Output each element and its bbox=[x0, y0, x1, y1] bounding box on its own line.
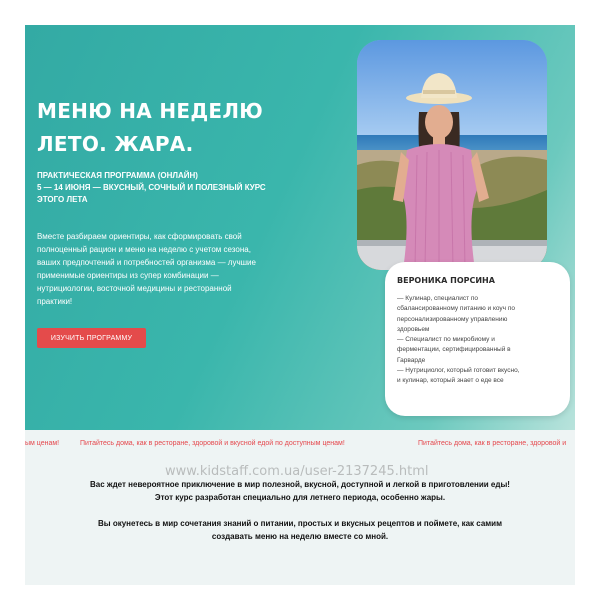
watermark-text: www.kidstaff.com.ua/user-2137245.html bbox=[165, 464, 429, 479]
subtitle-line-2: 5 — 14 ИЮНЯ — ВКУСНЫЙ, СОЧНЫЙ И ПОЛЕЗНЫЙ КУРС bbox=[37, 183, 266, 192]
desc-line: Вместе разбираем ориентиры, как сформировать свой bbox=[37, 232, 242, 241]
credential-line: сбалансированному питанию и коуч по bbox=[397, 305, 515, 313]
desc-line: ваших предпочтений и потребностей организма — лучшие bbox=[37, 258, 256, 267]
desc-line: нутрициологии, восточной медицины и ресторанной bbox=[37, 284, 232, 293]
credential-line: — Нутрициолог, который готовит вкусно, bbox=[397, 367, 520, 375]
credential-line: здоровьем bbox=[397, 325, 430, 333]
ticker-text: Питайтесь дома, как в ресторане, здоровой и вкусной едой по доступным ценам! bbox=[80, 440, 345, 447]
author-credentials bbox=[397, 294, 559, 387]
credential-line: — Специалист по микробиому и bbox=[397, 336, 495, 344]
hero-title bbox=[37, 95, 263, 161]
intro-text bbox=[40, 478, 560, 543]
ticker-fragment: ым ценам! bbox=[25, 440, 60, 447]
hero-title-line-1: МЕНЮ НА НЕДЕЛЮ bbox=[37, 99, 264, 123]
author-photo bbox=[357, 40, 547, 270]
credential-line: ферментации, сертифицированный в bbox=[397, 346, 511, 354]
marquee-ticker bbox=[25, 436, 575, 454]
intro-line-2: Этот курс разработан специально для летнего периода, особенно жары. bbox=[154, 493, 446, 502]
subtitle-line-1: ПРАКТИЧЕСКАЯ ПРОГРАММА (ОНЛАЙН) bbox=[37, 171, 198, 180]
desc-line: применимые ориентиры из супер комбинации — bbox=[37, 271, 219, 280]
desc-line: полноценный рацион и меню на неделю с учетом сезона, bbox=[37, 245, 251, 254]
study-program-button[interactable]: ИЗУЧИТЬ ПРОГРАММУ bbox=[37, 328, 146, 348]
hero-description bbox=[37, 230, 312, 308]
hero-subtitle bbox=[37, 170, 337, 206]
intro-line-1: Вас ждет невероятное приключение в мир полезной, вкусной, доступной и легкой в приготовлении еды! bbox=[90, 480, 510, 489]
ticker-text-tail: Питайтесь дома, как в ресторане, здоровой и bbox=[418, 440, 567, 447]
intro-spacer bbox=[40, 504, 560, 517]
hero-title-line-2: ЛЕТО. ЖАРА. bbox=[37, 132, 194, 156]
credential-line: персонализированному управлению bbox=[397, 315, 508, 323]
author-bio-card bbox=[385, 262, 570, 416]
credential-line: и кулинар, который знает о еде все bbox=[397, 377, 504, 385]
credential-line: Гарварде bbox=[397, 356, 426, 364]
author-name: ВЕРОНИКА ПОРСИНА bbox=[397, 276, 495, 285]
intro-line-4: создавать меню на неделю вместе со мной. bbox=[211, 532, 389, 541]
author-photo-illustration bbox=[357, 40, 547, 270]
credential-line: — Кулинар, специалист по bbox=[397, 295, 478, 302]
desc-line: практики! bbox=[37, 297, 73, 306]
subtitle-line-3: ЭТОГО ЛЕТА bbox=[37, 195, 88, 204]
intro-line-3: Вы окунетесь в мир сочетания знаний о питании, простых и вкусных рецептов и поймете, как самим bbox=[97, 519, 503, 528]
